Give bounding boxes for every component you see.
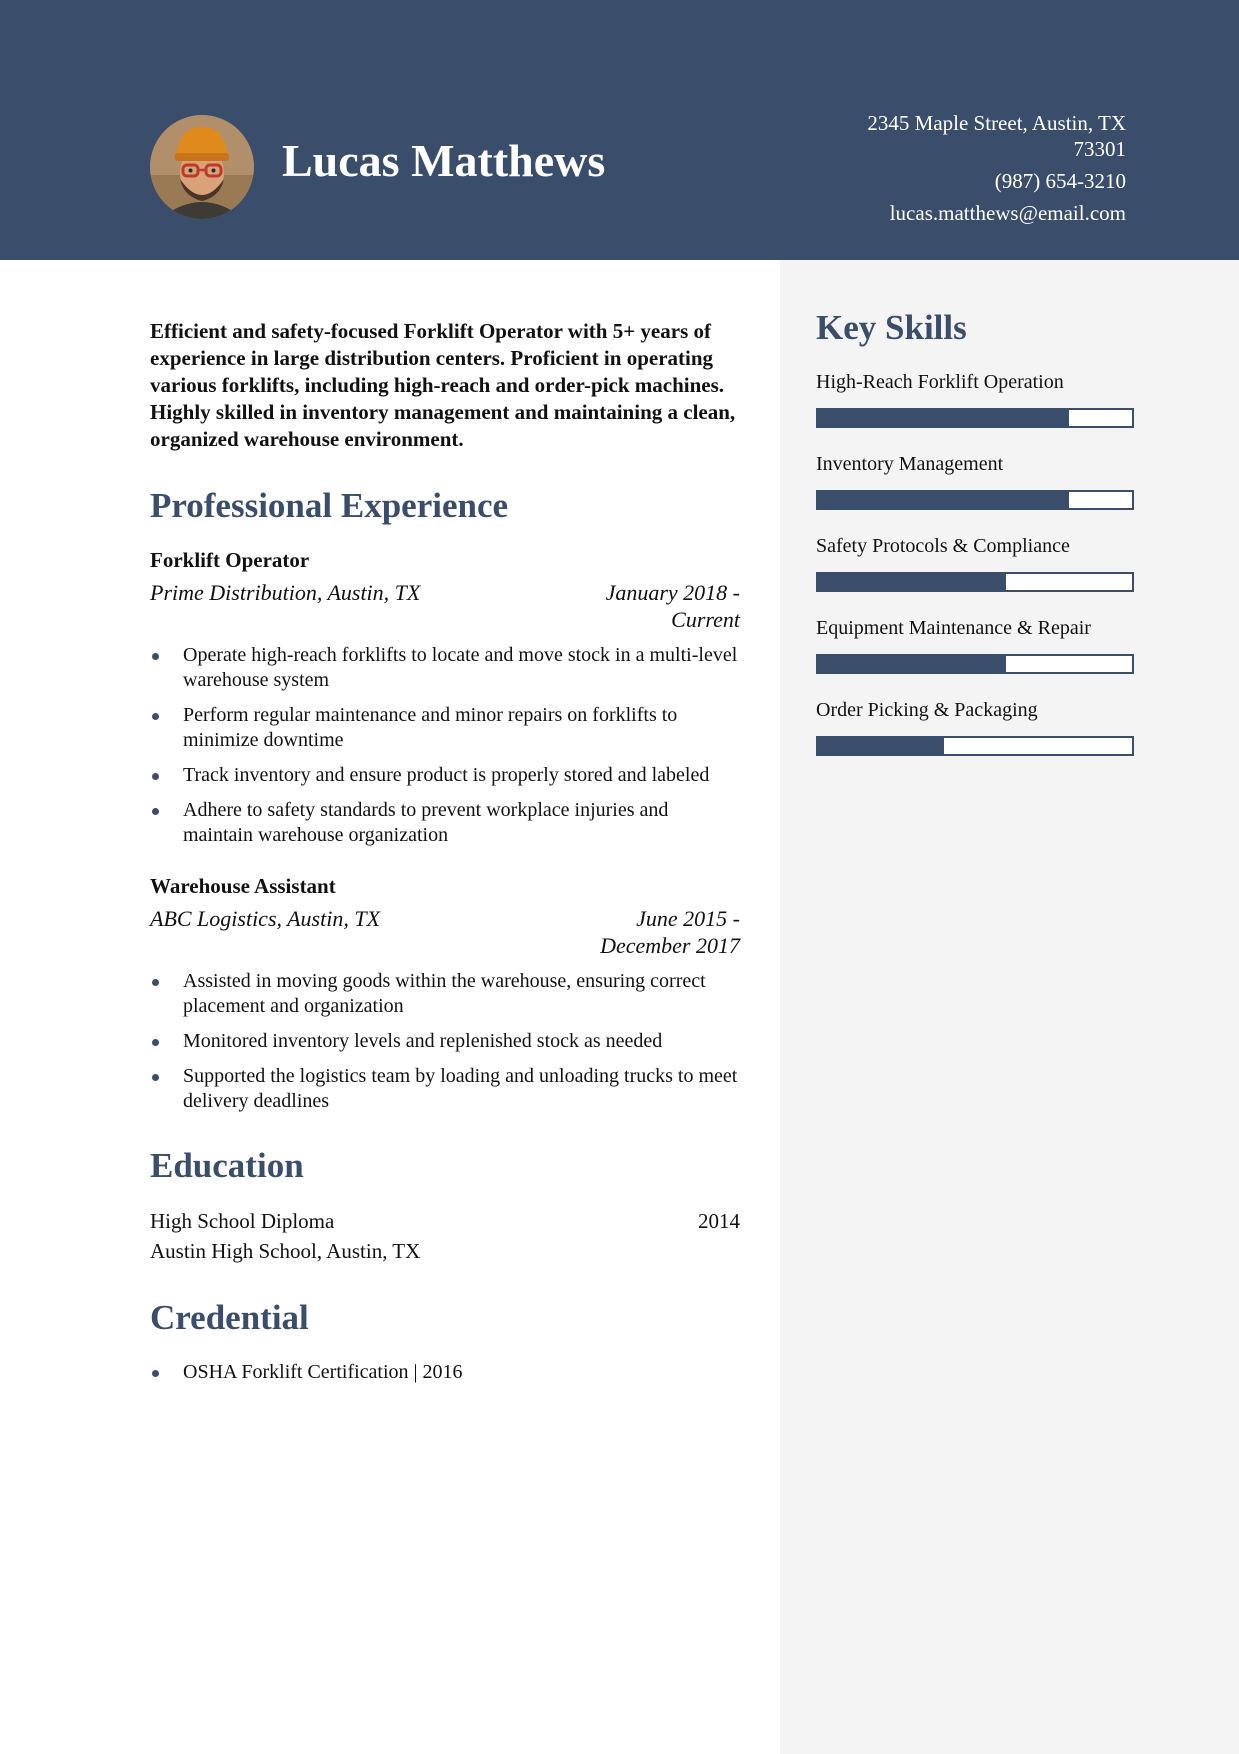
key-skills-section xyxy=(816,308,1136,780)
education-year: 2014 xyxy=(698,1209,740,1233)
profile-photo-image xyxy=(150,115,254,219)
list-item: Assisted in moving goods within the warehouse, ensuring correct placement and organization xyxy=(150,969,740,1019)
job-company: ABC Logistics, Austin, TX xyxy=(150,906,381,931)
job-entry xyxy=(150,548,740,848)
profile-photo xyxy=(150,115,254,219)
education-degree: High School Diploma xyxy=(150,1209,335,1233)
skill-name: Equipment Maintenance & Repair xyxy=(816,617,1091,639)
list-item: OSHA Forklift Certification | 2016 xyxy=(150,1360,740,1385)
skill-bar xyxy=(816,736,1134,756)
address-line-1: 2345 Maple Street, Austin, TX xyxy=(867,111,1126,135)
contact-info xyxy=(786,110,1126,226)
skill-item xyxy=(816,534,1136,592)
skill-item xyxy=(816,616,1136,674)
education-degree-row xyxy=(150,1206,740,1236)
bullet-dot-icon xyxy=(152,713,159,720)
skill-bar xyxy=(816,408,1134,428)
skill-name: Safety Protocols & Compliance xyxy=(816,535,1070,557)
skill-name: High-Reach Forklift Operation xyxy=(816,371,1064,393)
main-column xyxy=(150,318,740,1395)
skill-name: Order Picking & Packaging xyxy=(816,699,1038,721)
bullet-dot-icon xyxy=(152,1039,159,1046)
list-item: Monitored inventory levels and replenished stock as needed xyxy=(150,1029,740,1054)
list-item: Adhere to safety standards to prevent workplace injuries and maintain warehouse organization xyxy=(150,798,740,848)
job-dates: January 2018 - Current xyxy=(605,580,740,632)
job-title: Forklift Operator xyxy=(150,548,310,572)
skill-bar-fill xyxy=(818,738,944,754)
bullet-dot-icon xyxy=(152,1074,159,1081)
job-meta-row xyxy=(150,905,740,959)
skill-bar-fill xyxy=(818,574,1006,590)
job-bullets xyxy=(150,969,740,1114)
education-entry xyxy=(150,1206,740,1266)
list-item: Operate high-reach forklifts to locate and move stock in a multi-level warehouse system xyxy=(150,643,740,693)
list-item: Perform regular maintenance and minor repairs on forklifts to minimize downtime xyxy=(150,703,740,753)
job-company: Prime Distribution, Austin, TX xyxy=(150,580,421,605)
skill-item xyxy=(816,698,1136,756)
section-title-education: Education xyxy=(150,1146,304,1185)
bullet-dot-icon xyxy=(152,979,159,986)
skill-item xyxy=(816,370,1136,428)
skill-name: Inventory Management xyxy=(816,453,1004,475)
email-address: lucas.matthews@email.com xyxy=(889,201,1126,225)
section-title-credential: Credential xyxy=(150,1298,309,1337)
list-item: Supported the logistics team by loading and unloading trucks to meet delivery deadlines xyxy=(150,1064,740,1114)
credential-list xyxy=(150,1360,740,1385)
job-meta-row xyxy=(150,579,740,633)
skill-bar-fill xyxy=(818,410,1069,426)
summary-paragraph: Efficient and safety-focused Forklift Operator with 5+ years of experience in large distribution centers. Proficient in operating various forklifts, including high-reach and order-pick machines. Highly skilled in inventory management and maintaining a clean, organized warehouse environment. xyxy=(150,319,736,451)
bullet-dot-icon xyxy=(152,653,159,660)
phone-number: (987) 654-3210 xyxy=(994,169,1126,193)
header-banner xyxy=(0,0,1239,260)
candidate-name: Lucas Matthews xyxy=(282,135,606,186)
bullet-dot-icon xyxy=(152,773,159,780)
section-title-skills: Key Skills xyxy=(816,308,967,347)
job-dates: June 2015 - December 2017 xyxy=(600,906,740,958)
skill-bar xyxy=(816,490,1134,510)
job-bullets xyxy=(150,643,740,848)
job-title: Warehouse Assistant xyxy=(150,874,336,898)
bullet-dot-icon xyxy=(152,808,159,815)
skill-bar xyxy=(816,654,1134,674)
list-item: Track inventory and ensure product is properly stored and labeled xyxy=(150,763,740,788)
address-line-2: 73301 xyxy=(1073,137,1126,161)
job-entry xyxy=(150,874,740,1114)
bullet-dot-icon xyxy=(152,1370,159,1377)
section-title-experience: Professional Experience xyxy=(150,486,509,525)
skill-bar-fill xyxy=(818,492,1069,508)
skill-bar xyxy=(816,572,1134,592)
skill-bar-fill xyxy=(818,656,1006,672)
skill-item xyxy=(816,452,1136,510)
education-school-row xyxy=(150,1236,740,1266)
education-school: Austin High School, Austin, TX xyxy=(150,1239,421,1263)
